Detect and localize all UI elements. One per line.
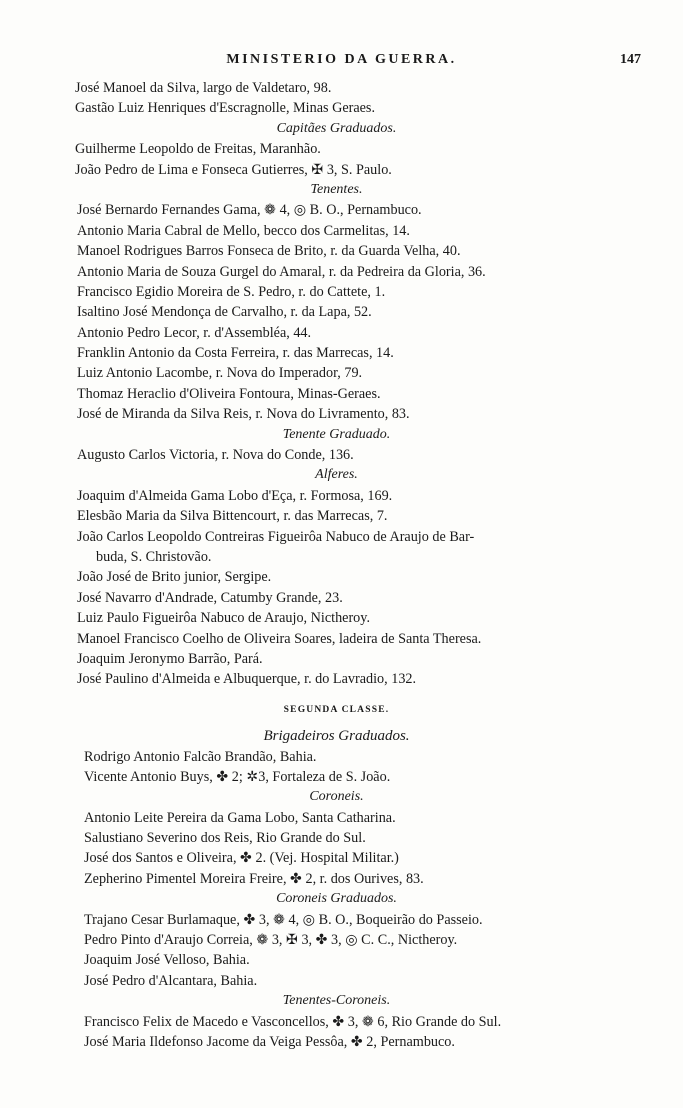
text-line: Luiz Paulo Figueirôa Nabuco de Araujo, Nictheroy. [77,610,370,627]
text-line: Manoel Francisco Coelho de Oliveira Soares, ladeira de Santa Theresa. [77,630,482,647]
text-line: Antonio Leite Pereira da Gama Lobo, Santa Catharina. [84,809,396,826]
text-line: Thomaz Heraclio d'Oliveira Fontoura, Minas-Geraes. [77,385,381,402]
text-line: Francisco Egidio Moreira de S. Pedro, r. do Cattete, 1. [77,283,386,300]
text-line: Manoel Rodrigues Barros Fonseca de Brito, r. da Guarda Velha, 40. [77,243,461,260]
text-line: Trajano Cesar Burlamaque, ✤ 3, ❁ 4, ◎ B. O., Boqueirão do Passeio. [84,911,483,928]
section-heading: Capitães Graduados. [276,120,397,136]
text-line: José Bernardo Fernandes Gama, ❁ 4, ◎ B. O., Pernambuco. [77,202,422,219]
page-number: 147 [620,52,641,67]
text-line: Zepherino Pimentel Moreira Freire, ✤ 2, r. dos Ourives, 83. [84,870,424,887]
text-line: Guilherme Leopoldo de Freitas, Maranhão. [75,141,321,158]
text-line: José dos Santos e Oliveira, ✤ 2. (Vej. Hospital Militar.) [84,850,399,867]
text-line: José Pedro d'Alcantara, Bahia. [84,972,258,989]
section-heading: Tenentes. [310,181,363,197]
page-header [0,52,683,72]
text-line-continuation: buda, S. Christovão. [96,548,212,565]
text-line: José Manoel da Silva, largo de Valdetaro, 98. [75,80,332,96]
text-body [0,78,683,1052]
text-line: João Carlos Leopoldo Contreiras Figueirôa Nabuco de Araujo de Bar- [77,528,475,545]
section-heading: Alferes. [315,467,358,483]
text-line: Francisco Felix de Macedo e Vasconcellos, ✤ 3, ❁ 6, Rio Grande do Sul. [84,1013,502,1030]
text-line: Antonio Maria Cabral de Mello, becco dos Carmelitas, 14. [77,222,410,239]
text-line: José Navarro d'Andrade, Catumby Grande, 23. [77,589,343,606]
text-line: Franklin Antonio da Costa Ferreira, r. das Marrecas, 14. [77,345,394,362]
text-line: João José de Brito junior, Sergipe. [77,569,272,586]
text-line: José Maria Ildefonso Jacome da Veiga Pessôa, ✤ 2, Pernambuco. [84,1033,455,1050]
text-line: Antonio Maria de Souza Gurgel do Amaral, r. da Pedreira da Gloria, 36. [77,263,486,280]
text-line: Pedro Pinto d'Araujo Correia, ❁ 3, ✠ 3, ✤ 3, ◎ C. C., Nictheroy. [84,932,458,949]
text-line: Augusto Carlos Victoria, r. Nova do Conde, 136. [77,447,354,464]
text-line: Elesbão Maria da Silva Bittencourt, r. das Marrecas, 7. [77,508,388,525]
text-line: José de Miranda da Silva Reis, r. Nova do Livramento, 83. [77,406,410,423]
text-line: Antonio Pedro Lecor, r. d'Assembléa, 44. [77,324,312,341]
section-heading: Coroneis. [309,789,364,805]
class-heading: SEGUNDA CLASSE. [283,704,390,715]
text-line: Isaltino José Mendonça de Carvalho, r. da Lapa, 52. [77,304,372,321]
section-heading: Tenentes-Coroneis. [282,993,391,1009]
text-line: Salustiano Severino dos Reis, Rio Grande do Sul. [84,830,366,847]
text-line: José Paulino d'Almeida e Albuquerque, r. do Lavradio, 132. [77,671,417,688]
section-heading: Tenente Graduado. [282,426,391,442]
text-line: Joaquim Jeronymo Barrão, Pará. [77,650,263,667]
text-line: Joaquim José Velloso, Bahia. [84,952,250,969]
text-line: Rodrigo Antonio Falcão Brandão, Bahia. [84,748,317,765]
running-title: MINISTERIO DA GUERRA. [226,52,457,67]
text-line: Vicente Antonio Buys, ✤ 2; ✲3, Fortaleza de S. João. [84,768,391,785]
section-heading: Brigadeiros Graduados. [263,728,410,745]
text-line: Luiz Antonio Lacombe, r. Nova do Imperador, 79. [77,365,363,382]
section-heading: Coroneis Graduados. [276,891,397,907]
text-line: Gastão Luiz Henriques d'Escragnolle, Minas Geraes. [75,100,376,117]
text-line: Joaquim d'Almeida Gama Lobo d'Eça, r. Formosa, 169. [77,487,393,504]
text-line: João Pedro de Lima e Fonseca Gutierres, ✠ 3, S. Paulo. [75,161,392,178]
